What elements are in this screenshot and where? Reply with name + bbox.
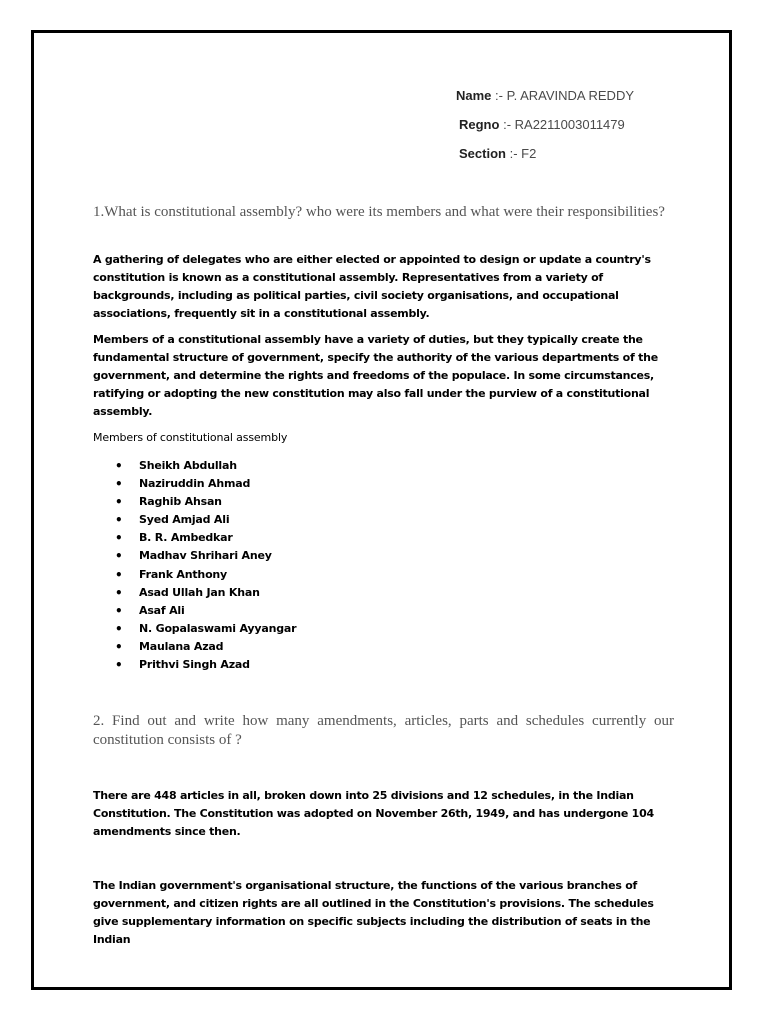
list-item: • Madhav Shrihari Aney — [115, 547, 296, 565]
list-item: • Prithvi Singh Azad — [115, 656, 296, 674]
q2-answer-paragraph-1: There are 448 articles in all, broken down into 25 divisions and 12 schedules, in the Indian Constitution. The Constitution was adopted on November 26th, 1949, and has undergone 104 amendments since then. — [93, 789, 654, 838]
members-list — [115, 457, 296, 674]
list-item: • Raghib Ahsan — [115, 493, 296, 511]
list-item: • N. Gopalaswami Ayyangar — [115, 620, 296, 638]
q2-answer-paragraph-2: The Indian government's organisational structure, the functions of the various branches of government, and citizen rights are all outlined in the Constitution's provisions. The schedules give supplementary information on specific subjects including the distribution of seats in the Indian — [93, 879, 654, 946]
regno-label: Regno — [459, 117, 500, 132]
list-item: • Asad Ullah Jan Khan — [115, 584, 296, 602]
regno-value: :- RA2211003011479 — [503, 117, 625, 132]
section-label: Section — [459, 146, 506, 161]
q1-answer-paragraph-2: Members of a constitutional assembly have a variety of duties, but they typically create the fundamental structure of government, specify the authority of the various departments of the government, and determine the rights and freedoms of the populace. In some circumstances, ratifying or adopting the new constitution may also fall under the purview of a constitutional assembly. — [93, 333, 658, 418]
name-label: Name — [456, 88, 492, 103]
q1-answer-paragraph-1: A gathering of delegates who are either elected or appointed to design or update a country's constitution is known as a constitutional assembly. Representatives from a variety of backgrounds, including as political parties, civil society organisations, and occupational associations, frequently sit in a constitutional assembly. — [93, 253, 651, 320]
list-item: • Asaf Ali — [115, 602, 296, 620]
list-item: • Syed Amjad Ali — [115, 511, 296, 529]
name-line — [456, 84, 634, 113]
regno-line — [456, 113, 634, 142]
section-line — [456, 142, 634, 171]
list-item: • Sheikh Abdullah — [115, 457, 296, 475]
question-1: 1.What is constitutional assembly? who were its members and what were their responsibilities? — [93, 204, 665, 220]
section-value: :- F2 — [509, 146, 537, 161]
question-2: 2. Find out and write how many amendments, articles, parts and schedules currently our constitution consists of ? — [93, 713, 674, 748]
student-info-header — [456, 84, 634, 171]
list-item: • Naziruddin Ahmad — [115, 475, 296, 493]
list-item: • Frank Anthony — [115, 566, 296, 584]
list-item: • Maulana Azad — [115, 638, 296, 656]
members-heading: Members of constitutional assembly — [93, 431, 288, 444]
name-value: :- P. ARAVINDA REDDY — [495, 88, 634, 103]
list-item: • B. R. Ambedkar — [115, 529, 296, 547]
